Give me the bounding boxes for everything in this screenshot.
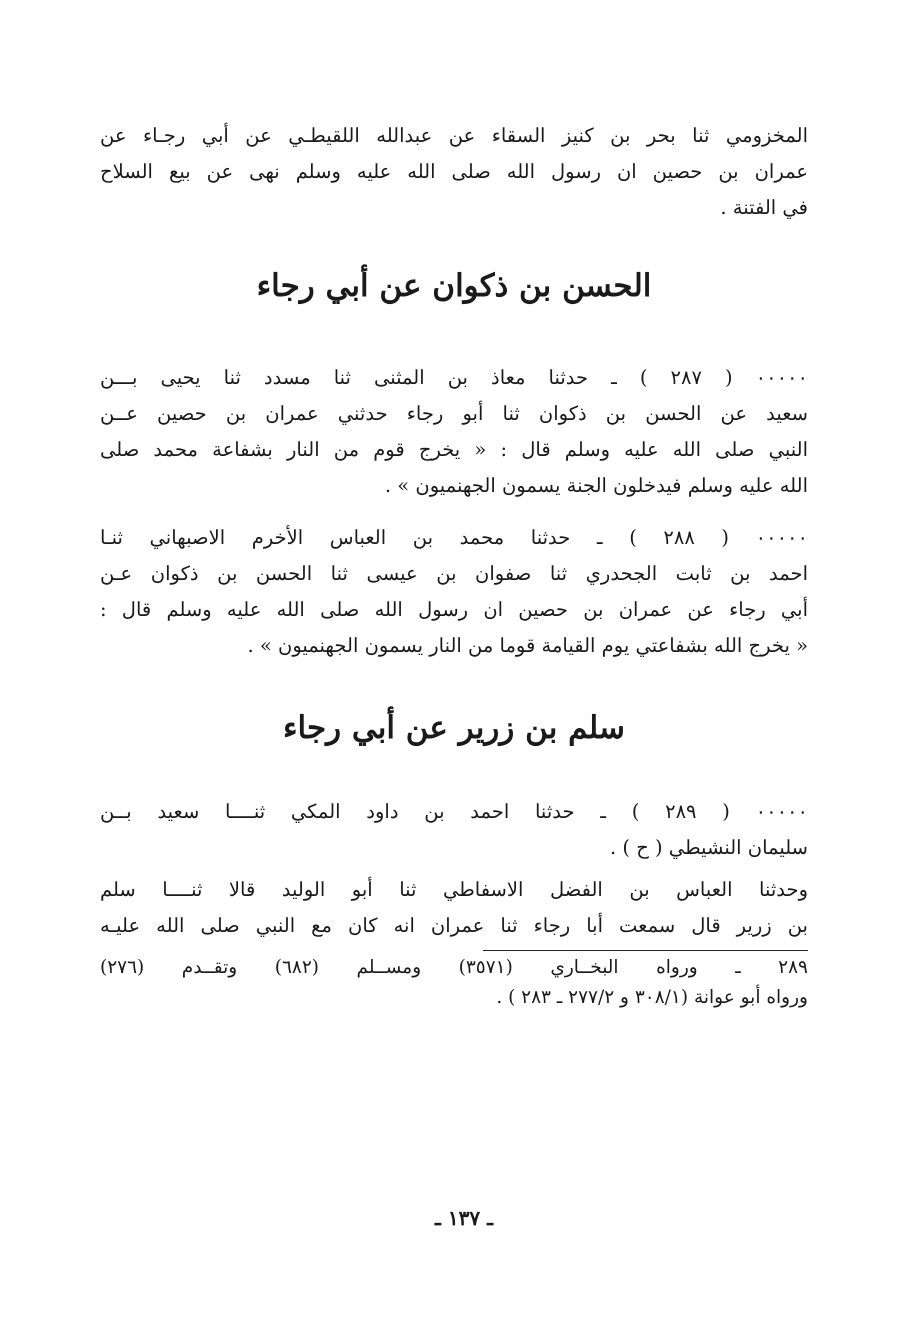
- text-line: النبي صلى الله عليه وسلم قال : « يخرج قوم من النار بشفاعة محمد صلى: [100, 438, 808, 461]
- page-number: ـ ١٣٧ ـ: [435, 1206, 493, 1230]
- hadith-288: [100, 520, 808, 664]
- text-line: وحدثنا العباس بن الفضل الاسفاطي ثنا أبو الوليد قالا ثنــــا سلم: [100, 878, 808, 901]
- text-line: بن زرير قال سمعت أبا رجاء ثنا عمران انه كان مع النبي صلى الله عليـه: [100, 914, 808, 937]
- intro-paragraph: [100, 118, 808, 226]
- text-line: الله عليه وسلم فيدخلون الجنة يسمون الجهنميون » .: [384, 474, 808, 497]
- text-line: المخزومي ثنا بحر بن كنيز السقاء عن عبدالله اللقيطـي عن أبي رجـاء عن: [100, 124, 808, 147]
- text-line: في الفتنة .: [720, 196, 808, 219]
- text-line: ٠٠٠٠٠ ( ٢٨٩ ) ـ حدثنا احمد بن داود المكي ثنــــا سعيد بــن: [100, 800, 808, 823]
- hadith-287: [100, 360, 808, 504]
- text-line: ٠٠٠٠٠ ( ٢٨٧ ) ـ حدثنا معاذ بن المثنى ثنا مسدد ثنا يحيى بـــن: [100, 366, 808, 389]
- page-body: [100, 118, 808, 1013]
- text-line: عمران بن حصين ان رسول الله صلى الله عليه وسلم نهى عن بيع السلاح: [100, 160, 808, 183]
- text-line: « يخرج الله بشفاعتي يوم القيامة قوما من النار يسمون الجهنميون » .: [247, 634, 808, 657]
- text-line: سعيد عن الحسن بن ذكوان ثنا أبو رجاء حدثني عمران بن حصين عــن: [100, 402, 808, 425]
- text-line: أبي رجاء عن عمران بن حصين ان رسول الله صلى الله عليه وسلم قال :: [100, 598, 808, 621]
- footnote-line: ورواه أبو عوانة (٣٠٨/١ و ٢٧٧/٢ ـ ٢٨٣ ) .: [496, 987, 808, 1008]
- footnote-divider: [483, 950, 808, 951]
- section-heading-al-hasan: الحسن بن ذكوان عن أبي رجاء: [256, 268, 652, 304]
- hadith-289: [100, 794, 808, 866]
- hadith-289-continued: [100, 872, 808, 944]
- text-line: احمد بن ثابت الجحدري ثنا صفوان بن عيسى ثنا الحسن بن ذكوان عـن: [100, 562, 808, 585]
- footnote: [100, 953, 808, 1013]
- text-line: ٠٠٠٠٠ ( ٢٨٨ ) ـ حدثنا محمد بن العباس الأخرم الاصبهاني ثنـا: [100, 526, 808, 549]
- section-heading-salm: سلم بن زرير عن أبي رجاء: [282, 710, 626, 746]
- text-line: سليمان النشيطي ( ح ) .: [610, 836, 808, 859]
- footnote-line: ٢٨٩ ـ ورواه البخــاري (٣٥٧١) ومســلم (٦٨٢) وتقــدم (٢٧٦): [100, 957, 808, 978]
